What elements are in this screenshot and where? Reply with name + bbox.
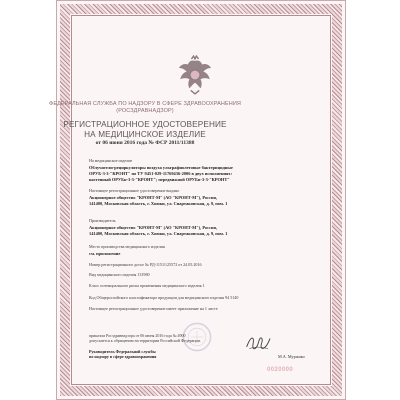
issued-to-label: Настоящее регистрационное удостоверение выдано	[89, 188, 180, 193]
device-type-line: Вид медицинского изделия 131980	[89, 272, 150, 277]
dossier-line: Номер регистрационного досье № РД-11511/25572 от 24.05.2016	[89, 262, 202, 267]
device-label: На медицинское изделие	[89, 158, 133, 163]
issued-to-line-1: Акционерное общество "КРОНТ-М" (АО "КРОНТ-М"), Россия,	[89, 195, 217, 200]
certificate-title-line-2: НА МЕДИЦИНСКОЕ ИЗДЕЛИЕ	[84, 130, 206, 139]
device-name-line-2: ОРУБ-3-3-"КРОНТ" по ТУ 9451-029-11769436-2006 в двух исполнениях:	[89, 171, 233, 176]
double-headed-eagle-icon	[174, 54, 216, 96]
production-place-value: см. приложение	[89, 251, 121, 256]
appendix-line: Настоящее регистрационное удостоверение имеет приложение на 1 листе	[89, 306, 218, 311]
risk-class-line: Класс потенциального риска применения медицинского изделия 1	[89, 283, 205, 288]
certificate-title-line-1: РЕГИСТРАЦИОННОЕ УДОСТОВЕРЕНИЕ	[63, 120, 227, 129]
certificate-date-number: от 06 июня 2016 года № ФСР 2011/11388	[95, 140, 195, 146]
classifier-line: Код Общероссийского классификатора продукции для медицинского изделия 94 5140	[89, 295, 239, 300]
agency-name-line: ФЕДЕРАЛЬНАЯ СЛУЖБА ПО НАДЗОРУ В СФЕРЕ ЗДРАВООХРАНЕНИЯ	[49, 101, 241, 107]
issued-to-line-2: 141400, Московская область, г. Химки, ул. Спартаковская, д. 9, пом. 1	[89, 201, 228, 206]
order-line-1: приказом Росздравнадзора от 06 июня 2016 года № 4900	[89, 333, 186, 338]
serial-number: 0020000	[267, 367, 294, 373]
device-name-line-1: Облучатели-рециркуляторы воздуха ультрафиолетовые бактерицидные	[89, 165, 233, 170]
order-line-2: допускается к обращению на территории Российской Федерации.	[89, 338, 201, 343]
production-place-label: Место производства медицинского изделия	[89, 244, 165, 249]
signatory-title-line-1: Руководитель Федеральной службы	[89, 349, 156, 354]
signatory-title-line-2: по надзору в сфере здравоохранения	[89, 354, 157, 359]
signatory-name: М.А. Мурашко	[278, 354, 305, 359]
manufacturer-line-2: 141400, Московская область, г. Химки, ул. Спартаковская, д. 9, пом. 1	[89, 231, 228, 236]
manufacturer-label: Производитель	[89, 218, 116, 223]
device-name-line-3: настенный ОРУБн-3-3-"КРОНТ"; передвижной ОРУБп-3-3-"КРОНТ"	[89, 177, 230, 182]
agency-abbreviation: (РОСЗДРАВНАДЗОР)	[116, 108, 174, 114]
round-seal-icon	[181, 321, 213, 353]
signature-icon	[244, 329, 272, 355]
manufacturer-line-1: Акционерное общество "КРОНТ-М" (АО "КРОНТ-М"), Россия,	[89, 225, 217, 230]
